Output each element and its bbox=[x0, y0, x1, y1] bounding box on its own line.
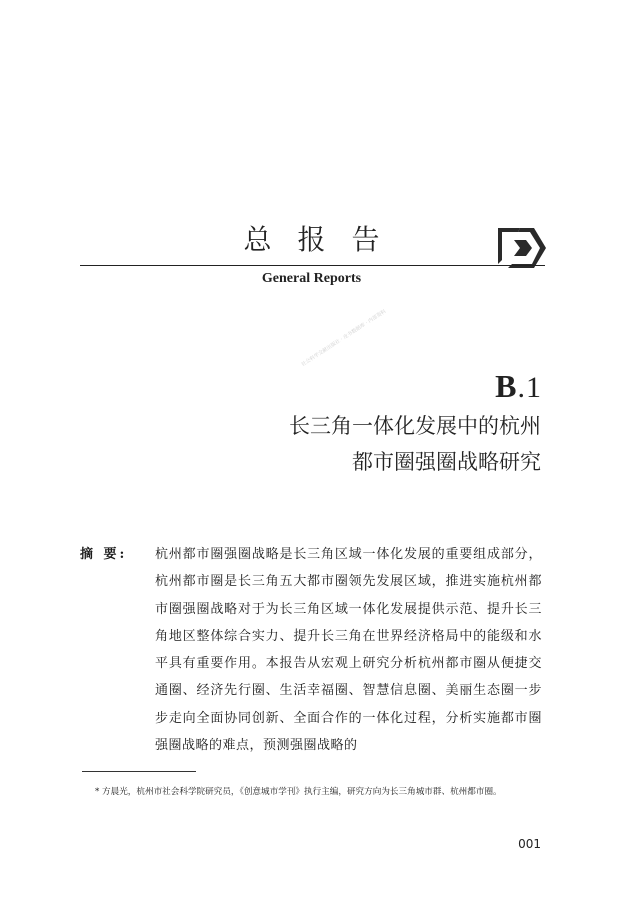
abstract-label: 摘 要: bbox=[80, 547, 128, 562]
section-title: 总报告 bbox=[243, 223, 406, 256]
article-title-line-1: 长三角一体化发展中的杭州 bbox=[289, 414, 541, 438]
watermark-text: 社会科学文献出版社 · 皮书数据库 · 内部资料 bbox=[300, 308, 388, 368]
article-number-suffix: .1 bbox=[517, 371, 542, 404]
chapter-bracket-icon bbox=[490, 222, 546, 270]
title-rule bbox=[80, 265, 545, 266]
article-number bbox=[495, 368, 542, 405]
footnote-rule bbox=[82, 771, 196, 772]
section-subtitle: General Reports bbox=[261, 271, 362, 286]
page-number: 001 bbox=[518, 837, 541, 851]
article-title-line-2: 都市圈强圈战略研究 bbox=[352, 450, 541, 474]
abstract-body: 杭州都市圈强圈战略是长三角区域一体化发展的重要组成部分，杭州都市圈是长三角五大都市圈领先发展区域，推进实施杭州都市圈强圈战略对于为长三角区域一体化发展提供示范、提升长三角地区整体综合实力、提升长三角在世界经济格局中的能级和水平具有重要作用。本报告从宏观上研究分析杭州都市圈从便捷交通圈、经济先行圈、生活幸福圈、智慧信息圈、美丽生态圈一步步走向全面协同创新、全面合作的一体化过程，分析实施都市圈强圈战略的难点，预测强圈战略的 bbox=[155, 547, 542, 754]
article-number-prefix: B bbox=[495, 368, 518, 404]
footnote: * 方晨光，杭州市社会科学院研究员，《创意城市学刊》执行主编，研究方向为长三角城市群、杭州都市圈。 bbox=[95, 787, 502, 797]
